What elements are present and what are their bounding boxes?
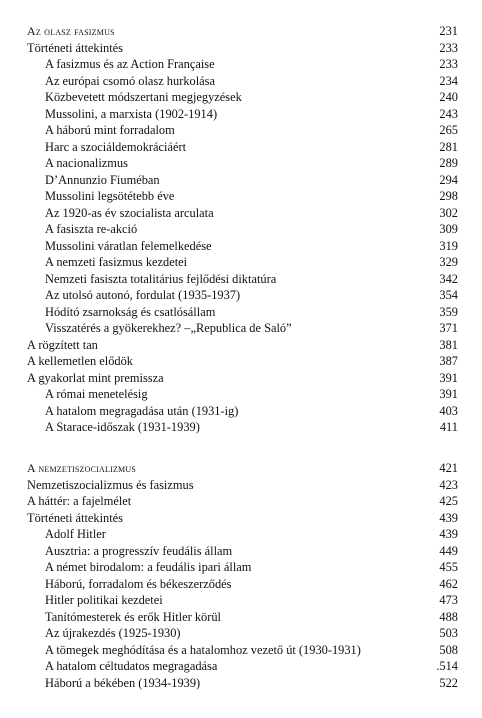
toc-page-number: 294 [439,172,458,187]
toc-entry-title: Nemzetiszocializmus és fasizmus [27,477,194,492]
toc-entry [27,89,458,105]
toc-page-number: 425 [439,494,458,508]
toc-page-number: 403 [439,403,458,418]
toc-entry-title: Nemzeti fasiszta totalitárius fejlődési diktatúra [45,271,277,286]
toc-entry [27,403,458,419]
toc-entry [27,139,458,155]
toc-page-number: 298 [439,189,458,203]
toc-page-number: 387 [439,354,458,368]
toc-entry-title: A fasiszta re-akció [45,222,138,236]
toc-entry [27,675,458,691]
toc-entry [27,238,458,254]
toc-entry-title: Mussolini váratlan felemelkedése [45,238,212,253]
toc-entry-title: Hitler politikai kezdetei [45,593,163,607]
toc-entry-title: A hatalom céltudatos megragadása [45,659,218,673]
toc-entry-title: Az utolsó autonó, fordulat (1935-1937) [45,288,241,302]
toc-entry [27,304,458,320]
toc-entry [27,287,458,303]
toc-entry-title: Mussolini legsötétebb éve [45,189,175,203]
toc-entry-title: A gyakorlat mint premissza [27,370,164,385]
toc-entry-title: Adolf Hitler [45,527,106,541]
toc-entry [27,576,458,592]
toc-page-number: 234 [439,73,458,88]
toc-entry [27,320,458,336]
toc-page-number: 421 [439,461,458,475]
toc-page-number: 439 [439,510,458,525]
toc-entry [27,609,458,625]
toc-entry-title: A nemzeti fasizmus kezdetei [45,255,188,269]
toc-section-heading [27,460,458,476]
toc-page-number: 359 [439,304,458,319]
toc-entry [27,106,458,122]
toc-page-number: 281 [439,139,458,154]
toc-entry [27,642,458,658]
toc-entry-title: A kellemetlen elődök [27,354,133,368]
toc-entry-title: Közbevetett módszertani megjegyzések [45,90,242,104]
toc-entry-title: A német birodalom: a feudális ipari állam [45,560,252,574]
toc-entry-title: Háború, forradalom és békeszerződés [45,576,232,591]
toc-page-number: 354 [439,288,458,302]
toc-entry-title: A tömegek meghódítása és a hatalomhoz vezető út (1930-1931) [45,642,361,657]
toc-page-number: 455 [439,560,458,574]
toc-page-number: 449 [439,543,458,558]
toc-entry [27,493,458,509]
toc-entry-title: Háború a békében (1934-1939) [45,675,201,690]
toc-page-number: 233 [439,57,458,71]
toc-entry-title: Az olasz fasizmus [27,24,115,38]
toc-entry [27,73,458,89]
toc-section-heading [27,23,458,39]
toc-entry [27,510,458,526]
toc-page-number: 508 [439,642,458,657]
toc-entry [27,543,458,559]
toc-page-number: 473 [439,593,458,607]
toc-entry [27,40,458,56]
toc-page-number: 522 [439,675,458,690]
toc-entry-title: Az európai csomó olasz hurkolása [45,73,215,88]
toc-page-number: 233 [439,40,458,55]
toc-entry [27,625,458,641]
toc-page-number: 302 [439,205,458,220]
toc-entry [27,353,458,369]
toc-page-number: 231 [439,24,458,38]
toc-entry-title: A hatalom megragadása után (1931-ig) [45,403,239,418]
toc-page-number: 265 [439,123,458,137]
toc-entry [27,205,458,221]
toc-entry-title: Történeti áttekintés [27,40,123,55]
toc-page-number: 289 [439,156,458,170]
toc-entry [27,172,458,188]
toc-entry-title: Az újrakezdés (1925-1930) [45,626,181,640]
toc-entry [27,271,458,287]
toc-page-number: 319 [439,238,458,253]
toc-entry-title: Mussolini, a marxista (1902-1914) [45,106,218,121]
toc-page-number: 439 [439,527,458,541]
toc-page-number: 381 [439,337,458,352]
toc-entry-title: A római menetelésig [45,387,148,401]
toc-page-number: 411 [439,420,458,434]
toc-page-number: 488 [439,609,458,624]
toc-entry-title: Visszatérés a gyökerekhez? –„Republica de Saló” [45,321,292,335]
toc-page-number: 329 [439,255,458,269]
toc-page-number: 423 [439,477,458,492]
toc-entry [27,254,458,270]
toc-entry [27,559,458,575]
toc-entry-title: Ausztria: a progresszív feudális állam [45,543,233,558]
toc-entry [27,122,458,138]
toc-entry [27,188,458,204]
toc-entry-title: D’Annunzio Fiuméban [45,172,160,187]
toc-entry [27,592,458,608]
toc-entry-title: Hódító zsarnokság és csatlósállam [45,304,216,319]
toc-entry-title: A háttér: a fajelmélet [27,494,132,508]
toc-entry [27,658,458,674]
toc-page-number: 462 [439,576,458,591]
toc-entry-title: A fasizmus és az Action Française [45,57,215,71]
toc-page-number: 391 [439,387,458,401]
toc-entry [27,56,458,72]
toc-entry-title: Az 1920-as év szocialista arculata [45,205,214,220]
toc-page-number: 309 [439,222,458,236]
toc-entry-title: A háború mint forradalom [45,123,175,137]
toc-page-number: 503 [439,626,458,640]
toc-page-number: 243 [439,106,458,121]
toc-page-number: 391 [439,370,458,385]
toc-page-number: .514 [436,659,458,673]
toc-entry [27,477,458,493]
toc-entry [27,337,458,353]
toc-entry [27,526,458,542]
toc-entry [27,419,458,435]
toc-page-number: 240 [439,90,458,104]
toc-entry [27,370,458,386]
toc-entry [27,386,458,402]
toc-entry-title: A nacionalizmus [45,156,128,170]
toc-entry-title: Harc a szociáldemokráciáért [45,139,187,154]
toc-entry-title: A rögzített tan [27,337,98,352]
toc-entry-title: Tanítómesterek és erők Hitler körül [45,609,221,624]
toc-entry-title: Történeti áttekintés [27,510,123,525]
toc-entry [27,221,458,237]
toc-page-number: 342 [439,271,458,286]
toc-entry [27,155,458,171]
toc-entry-title: A Starace-időszak (1931-1939) [45,420,200,434]
toc-entry-title: A nemzetiszocializmus [27,461,136,475]
toc-page-number: 371 [439,321,458,335]
